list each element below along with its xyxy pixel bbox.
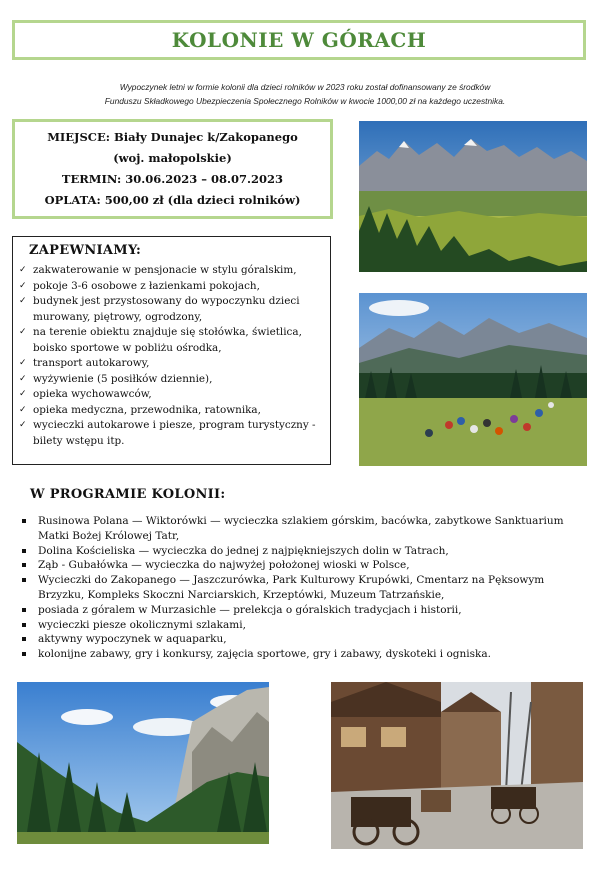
list-item: ✓ transport autokarowy,	[19, 356, 322, 372]
bullet-square-icon	[22, 623, 26, 627]
list-item: wycieczki piesze okolicznymi szlakami,	[22, 618, 582, 633]
guarantees-heading: ZAPEWNIAMY:	[29, 243, 142, 258]
list-item: ✓ wycieczki autokarowe i piesze, program turystyczny - bilety wstępu itp.	[19, 419, 316, 447]
meadow-group-photo	[359, 293, 587, 466]
intro-line-2: Funduszu Składkowego Ubezpieczenia Społecznego Rolników w kwocie 1000,00 zł na każdego uczestnika.	[104, 96, 506, 106]
program-list	[22, 514, 582, 662]
guarantees-list	[19, 263, 322, 449]
info-fee: OPLATA: 500,00 zł (dla dzieci rolników)	[44, 193, 301, 207]
check-icon: ✓	[19, 358, 27, 368]
list-item: ✓ opieka medyczna, przewodnika, ratownika,	[19, 403, 322, 419]
list-item: Rusinowa Polana — Wiktorówki — wycieczka szlakiem górskim, bacówka, zabytkowe Sanktuarium Matki Bożej Królowej Tatr,	[22, 514, 582, 544]
check-icon: ✓	[19, 373, 27, 384]
check-icon: ✓	[19, 265, 27, 275]
list-item: ✓ na terenie obiektu znajduje się stołówka, świetlica, boisko sportowe w pobliżu ośrodka,	[19, 326, 302, 354]
bullet-square-icon	[22, 652, 26, 656]
bullet-square-icon	[22, 549, 26, 553]
bullet-square-icon	[22, 637, 26, 641]
list-item: Ząb - Gubałówka — wycieczka do najwyżej położonej wioski w Polsce,	[22, 558, 582, 573]
list-item: kolonijne zabawy, gry i konkursy, zajęcia sportowe, gry i zabawy, dyskoteki i ogniska.	[22, 647, 582, 662]
check-icon: ✓	[19, 404, 27, 415]
info-region: (woj. małopolskie)	[113, 151, 232, 165]
info-box	[12, 119, 333, 219]
list-item: posiada z góralem w Murzasichle — prelekcja o góralskich tradycjach i historii,	[22, 603, 582, 618]
list-item: Wycieczki do Zakopanego — Jaszczurówka, Park Kulturowy Krupówki, Cmentarz na Pęksowym Brzyzku, Kompleks Skoczni Narciarskich, Krzeptówki, Muzeum Tatrzańskie,	[22, 573, 582, 603]
program-heading: W PROGRAMIE KOLONII:	[30, 487, 226, 502]
krupowki-street-photo	[331, 682, 583, 849]
tatra-panorama-photo	[359, 121, 587, 272]
bullet-square-icon	[22, 563, 26, 567]
bullet-square-icon	[22, 608, 26, 612]
check-icon: ✓	[19, 420, 27, 430]
bullet-square-icon	[22, 578, 26, 582]
check-icon: ✓	[19, 327, 27, 337]
list-item: ✓ wyżywienie (5 posiłków dziennie),	[19, 372, 322, 388]
bullet-square-icon	[22, 519, 26, 523]
list-item: ✓ opieka wychowawców,	[19, 387, 322, 403]
valley-forest-photo	[17, 682, 269, 844]
title-box	[12, 20, 586, 60]
intro-text	[40, 80, 570, 108]
check-icon: ✓	[19, 389, 27, 399]
list-item: ✓ zakwaterowanie w pensjonacie w stylu góralskim,	[19, 263, 322, 279]
list-item: aktywny wypoczynek w aquaparku,	[22, 632, 582, 647]
list-item: Dolina Kościeliska — wycieczka do jednej z najpiękniejszych dolin w Tatrach,	[22, 544, 582, 559]
check-icon: ✓	[19, 280, 27, 291]
info-place: MIEJSCE: Biały Dunajec k/Zakopanego	[47, 130, 298, 144]
info-term: TERMIN: 30.06.2023 – 08.07.2023	[61, 172, 284, 186]
check-icon: ✓	[19, 296, 27, 306]
intro-line-1: Wypoczynek letni w formie kolonii dla dzieci rolników w 2023 roku został dofinansowany ze środków	[119, 82, 491, 92]
page-title: KOLONIE W GÓRACH	[171, 28, 427, 52]
list-item: ✓ budynek jest przystosowany do wypoczynku dzieci murowany, piętrowy, ogrodzony,	[19, 295, 300, 323]
list-item: ✓ pokoje 3-6 osobowe z łazienkami pokojach,	[19, 279, 322, 295]
guarantees-box	[12, 236, 331, 465]
